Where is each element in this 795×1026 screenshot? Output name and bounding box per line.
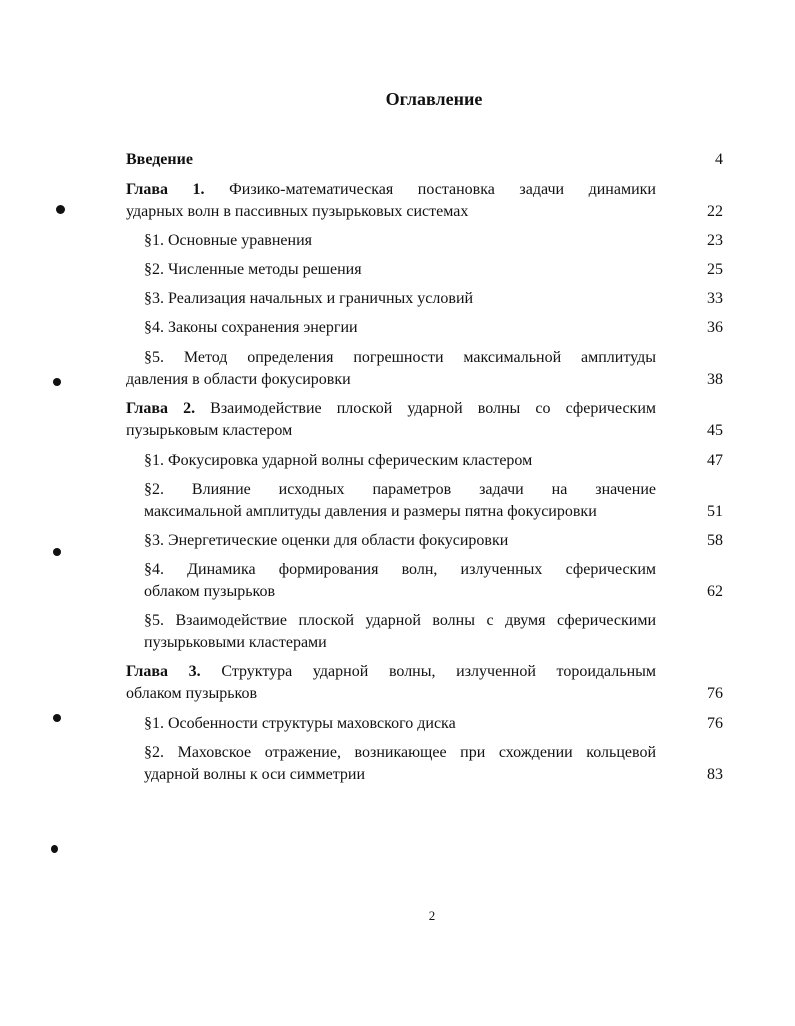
- toc-ch2-sec3-page: 58: [707, 532, 723, 549]
- chapter-1-title-line2: ударных волн в пассивных пузырьковых системах: [126, 203, 469, 220]
- toc-entry-ch2-sec1[interactable]: §1. Фокусировка ударной волны сферическим кластером: [144, 452, 533, 469]
- toc-entry-intro[interactable]: [126, 149, 656, 171]
- page-number: 2: [428, 908, 436, 923]
- toc-entry-ch1-sec5-cont: давления в области фокусировки: [126, 371, 351, 388]
- toc-ch3-sec1-page: 76: [707, 715, 723, 732]
- toc-chapter-3-page: 76: [707, 685, 723, 702]
- toc-ch1-sec3-page: 33: [707, 290, 723, 307]
- toc-entry-ch2-sec3[interactable]: §3. Энергетические оценки для области фокусировки: [144, 532, 509, 549]
- toc-entry-ch2-sec5-cont: пузырьковыми кластерами: [144, 634, 327, 651]
- binder-hole-mark: [56, 205, 65, 214]
- binder-hole-mark: [53, 548, 61, 556]
- toc-entry-chapter-2[interactable]: [126, 398, 656, 420]
- toc-ch1-sec1-page: 23: [707, 232, 723, 249]
- toc-ch1-sec5-page: 38: [707, 371, 723, 388]
- chapter-3-title-line2: облаком пузырьков: [126, 685, 258, 702]
- toc-entry-ch1-sec5[interactable]: §5. Метод определения погрешности максимальной амплитуды: [144, 349, 656, 366]
- page-title: Оглавление: [385, 89, 483, 109]
- toc-entry-ch2-sec2[interactable]: §2. Влияние исходных параметров задачи на значение: [144, 481, 656, 498]
- toc-entry-ch2-sec4[interactable]: §4. Динамика формирования волн, излученных сферическим: [144, 561, 656, 578]
- toc-entry-ch3-sec2-cont: ударной волны к оси симметрии: [144, 766, 366, 783]
- toc-entry-ch2-sec2-cont: максимальной амплитуды давления и размеры пятна фокусировки: [144, 503, 597, 520]
- chapter-1-title-line1: Физико-математическая постановка задачи динамики: [229, 181, 656, 198]
- chapter-3-title-line1: Структура ударной волны, излученной тороидальным: [221, 663, 656, 680]
- toc-ch3-sec2-page: 83: [707, 766, 723, 783]
- toc-entry-ch3-sec2[interactable]: §2. Маховское отражение, возникающее при схождении кольцевой: [144, 744, 656, 761]
- toc-ch1-sec2-page: 25: [707, 261, 723, 278]
- toc-intro-label: Введение: [126, 151, 193, 168]
- toc-ch1-sec4-page: 36: [707, 319, 723, 336]
- chapter-2-title-line1: Взаимодействие плоской ударной волны со сферическим: [210, 400, 657, 417]
- toc-entry-chapter-2-cont: [126, 420, 656, 442]
- toc-entry-chapter-1[interactable]: [126, 179, 656, 201]
- toc-ch2-sec1-page: 47: [707, 452, 723, 469]
- toc-entry-ch1-sec1[interactable]: §1. Основные уравнения: [144, 232, 312, 249]
- binder-hole-mark: [51, 845, 58, 853]
- chapter-2-title-line2: пузырьковым кластером: [126, 422, 293, 439]
- chapter-1-prefix: Глава 1.: [126, 181, 205, 198]
- toc-entry-chapter-3-cont: [126, 683, 656, 705]
- toc-ch2-sec4-page: 62: [707, 583, 723, 600]
- toc-entry-ch1-sec4[interactable]: §4. Законы сохранения энергии: [144, 319, 358, 336]
- toc-entry-chapter-1-cont: [126, 201, 656, 223]
- toc-intro-page: 4: [715, 151, 723, 168]
- toc-ch2-sec2-page: 51: [707, 503, 723, 520]
- toc-chapter-2-page: 45: [707, 422, 723, 439]
- toc-entry-ch3-sec1[interactable]: §1. Особенности структуры маховского диска: [144, 715, 456, 732]
- chapter-2-prefix: Глава 2.: [126, 400, 196, 417]
- toc-entry-ch2-sec4-cont: облаком пузырьков: [144, 583, 276, 600]
- toc-entry-ch2-sec5[interactable]: §5. Взаимодействие плоской ударной волны с двумя сферическими: [144, 612, 656, 629]
- toc-entry-ch1-sec2[interactable]: §2. Численные методы решения: [144, 261, 362, 278]
- binder-hole-mark: [53, 714, 61, 722]
- chapter-3-prefix: Глава 3.: [126, 663, 201, 680]
- toc-entry-chapter-3[interactable]: [126, 661, 656, 683]
- binder-hole-mark: [53, 378, 61, 386]
- toc-chapter-1-page: 22: [707, 203, 723, 220]
- toc-entry-ch1-sec3[interactable]: §3. Реализация начальных и граничных условий: [144, 290, 474, 307]
